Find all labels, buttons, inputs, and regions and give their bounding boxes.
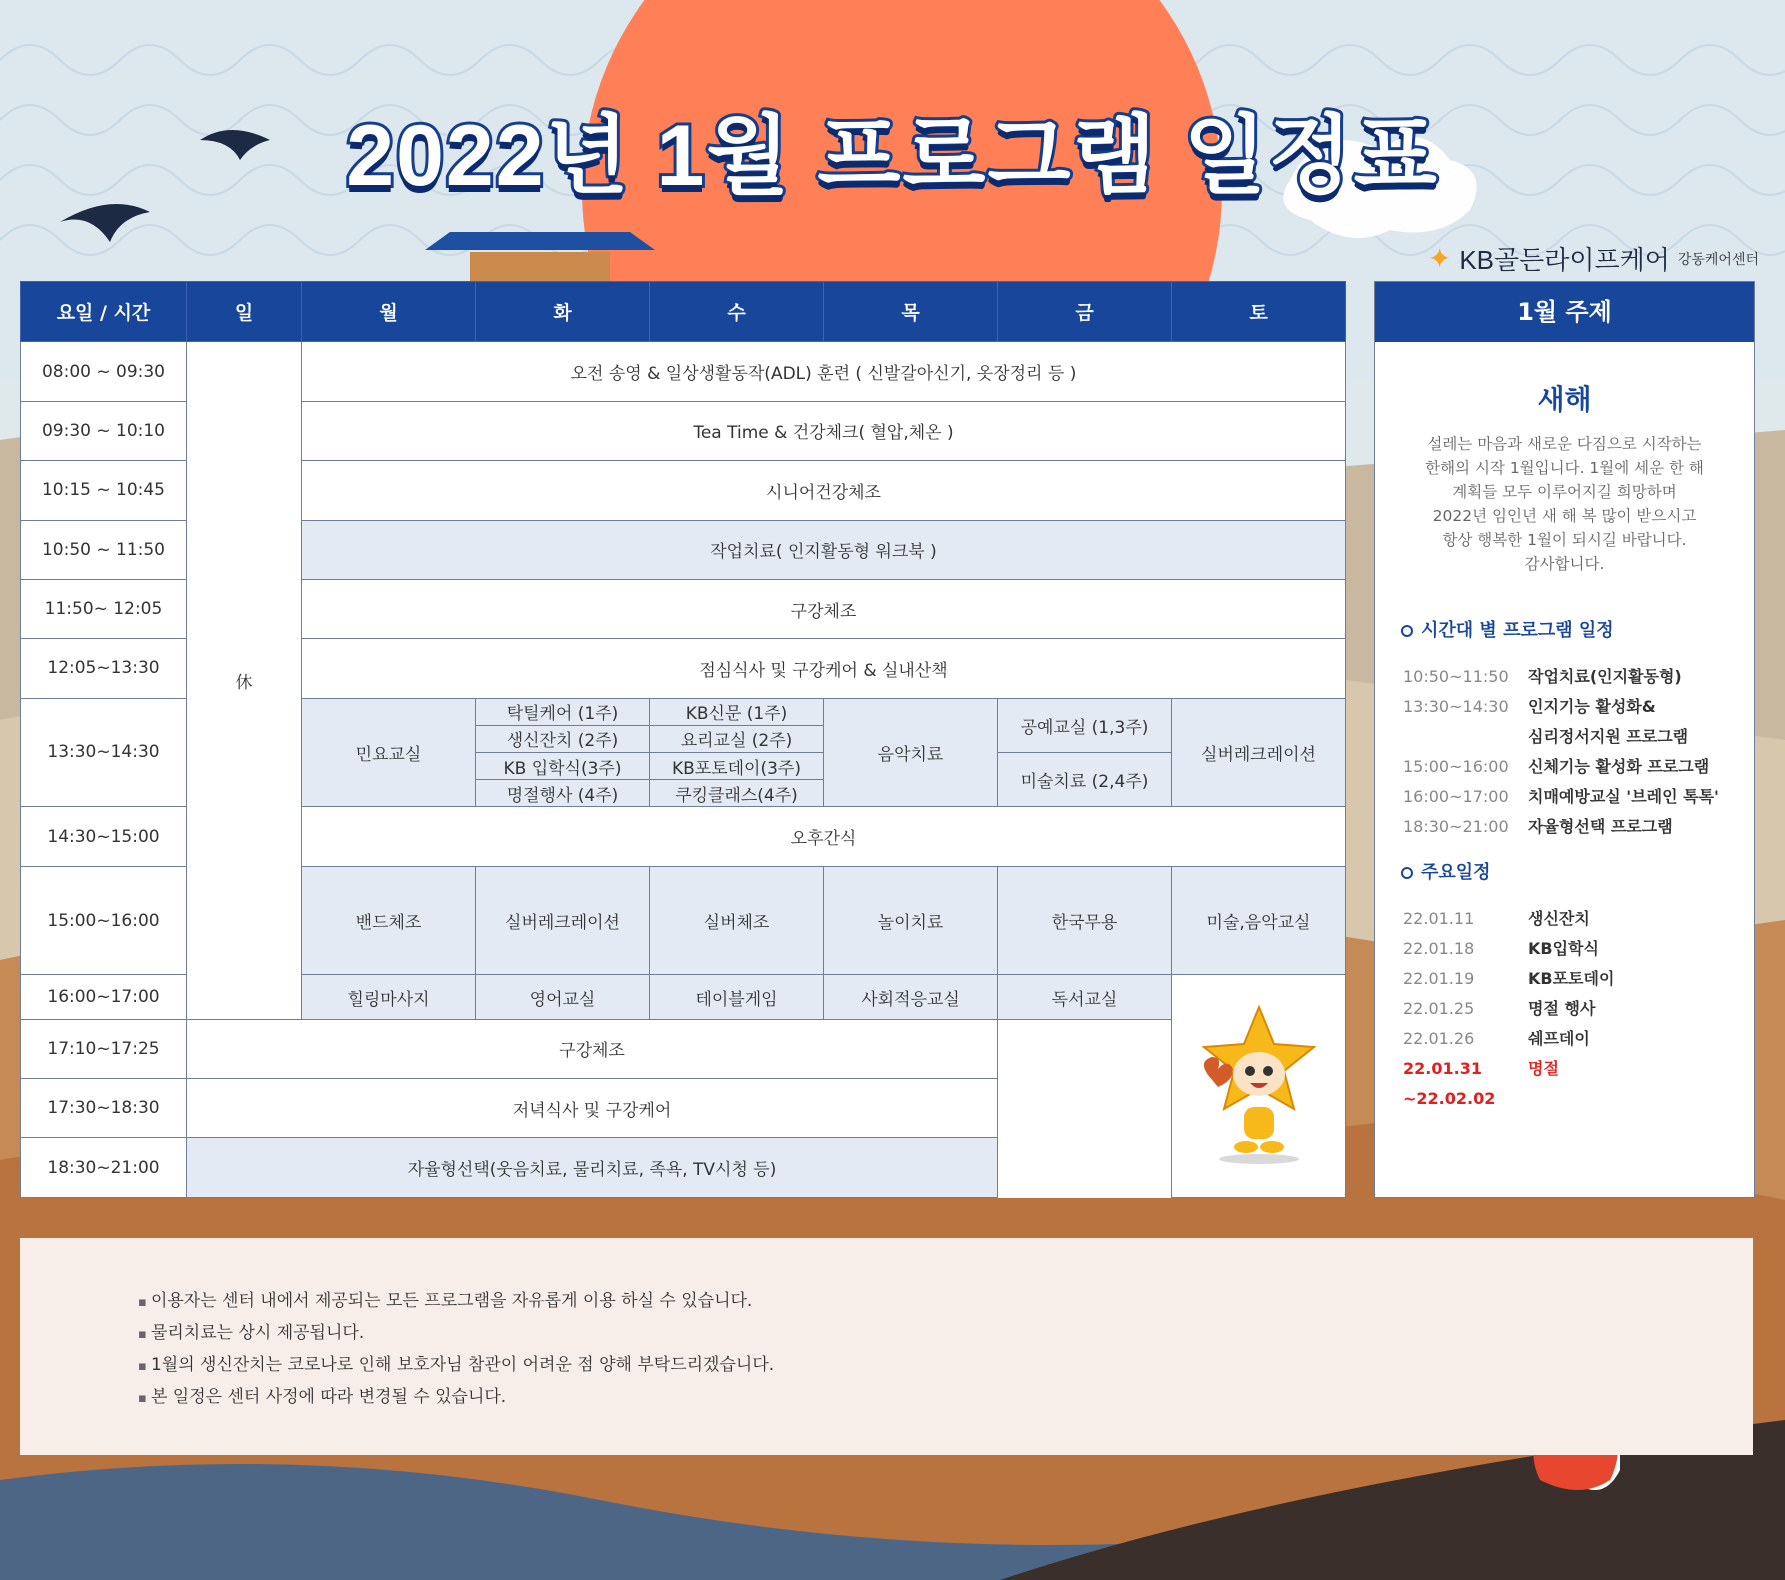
brand-name: KB골든라이프케어	[1459, 245, 1670, 275]
event-date: 22.01.25	[1403, 999, 1475, 1018]
program-cell: 자율형선택(웃음치료, 물리치료, 족욕, TV시청 등)	[187, 1138, 998, 1198]
program-cell-fri: 공예교실 (1,3주)	[998, 698, 1172, 752]
event-name: 쉐프데이	[1528, 1029, 1590, 1048]
program-cell-wed: 요리교실 (2주)	[650, 725, 824, 752]
star-mascot-icon	[1194, 999, 1324, 1169]
time-cell: 11:50~ 12:05	[21, 579, 187, 638]
header-tue: 화	[476, 282, 650, 342]
program-cell-fri: 한국무용	[998, 866, 1172, 975]
header-row	[21, 282, 1346, 342]
event-date: 22.01.19	[1403, 969, 1475, 988]
program-cell-wed: 테이블게임	[650, 975, 824, 1019]
item-program: 신체기능 활성화 프로그램	[1528, 757, 1710, 776]
kb-star-icon: ✦	[1427, 242, 1452, 275]
sunday-closed-cell: 休	[187, 342, 302, 1019]
list-item	[1403, 812, 1754, 842]
list-item	[1403, 752, 1754, 782]
time-cell: 15:00~16:00	[21, 866, 187, 975]
header-mon: 월	[302, 282, 476, 342]
events-section-title	[1375, 858, 1754, 884]
program-cell: Tea Time & 건강체크( 혈압,체온 )	[302, 401, 1346, 460]
events-title-text: 주요일정	[1421, 862, 1491, 883]
time-cell: 10:15 ~ 10:45	[21, 461, 187, 520]
description-line: 계획들 모두 이루어지길 희망하며	[1452, 483, 1677, 501]
program-cell: 저녁식사 및 구강케어	[187, 1079, 998, 1138]
item-program: 자율형선택 프로그램	[1528, 817, 1673, 836]
schedule-list	[1375, 662, 1754, 842]
event-name: 생신잔치	[1528, 909, 1590, 928]
program-cell: 구강체조	[187, 1019, 998, 1078]
program-cell: 오후간식	[302, 807, 1346, 866]
event-name: 명절	[1528, 1059, 1559, 1078]
program-cell-wed: KB신문 (1주)	[650, 698, 824, 725]
note-item: ▪ 물리치료는 상시 제공됩니다.	[138, 1318, 1753, 1350]
event-date: 22.01.26	[1403, 1029, 1475, 1048]
page-title: 2022년 1월 프로그램 일정표	[346, 108, 1439, 204]
sidebar-description	[1375, 432, 1754, 576]
note-item: ▪ 이용자는 센터 내에서 제공되는 모든 프로그램을 자유롭게 이용 하실 수 있습니다.	[138, 1286, 1753, 1318]
note-item: ▪ 본 일정은 센터 사정에 따라 변경될 수 있습니다.	[138, 1382, 1753, 1414]
item-program: 인지기능 활성화&	[1528, 697, 1656, 716]
program-cell: 오전 송영 & 일상생활동작(ADL) 훈련 ( 신발갈아신기, 옷장정리 등 )	[302, 342, 1346, 401]
program-cell-fri: 미술치료 (2,4주)	[998, 752, 1172, 806]
list-item	[1403, 934, 1754, 964]
item-time: 16:00~17:00	[1403, 787, 1509, 806]
program-cell-tue: 생신잔치 (2주)	[476, 725, 650, 752]
schedule-table	[20, 281, 1346, 1198]
program-cell: 구강체조	[302, 579, 1346, 638]
item-time: 18:30~21:00	[1403, 817, 1509, 836]
program-cell-thu: 사회적응교실	[824, 975, 998, 1019]
program-cell-fri: 독서교실	[998, 975, 1172, 1019]
program-cell-wed: 실버체조	[650, 866, 824, 975]
header-fri: 금	[998, 282, 1172, 342]
holiday-item-end	[1403, 1084, 1754, 1114]
time-cell: 18:30~21:00	[21, 1138, 187, 1198]
mascot-cell	[1172, 975, 1346, 1198]
list-item	[1403, 964, 1754, 994]
notes-list	[138, 1286, 1753, 1414]
header-thu: 목	[824, 282, 998, 342]
time-cell: 16:00~17:00	[21, 975, 187, 1019]
header-sat: 토	[1172, 282, 1346, 342]
schedule-title-text: 시간대 별 프로그램 일정	[1421, 620, 1614, 641]
description-line: 설레는 마음과 새로운 다짐으로 시작하는	[1427, 435, 1702, 453]
program-cell-thu: 음악치료	[824, 698, 998, 807]
list-item	[1403, 1024, 1754, 1054]
list-item	[1403, 994, 1754, 1024]
note-item: ▪ 1월의 생신잔치는 코로나로 인해 보호자님 참관이 어려운 점 양해 부탁드리겠습니다.	[138, 1350, 1753, 1382]
description-line: 감사합니다.	[1524, 555, 1605, 573]
list-item	[1403, 782, 1754, 812]
schedule-section-title	[1375, 616, 1754, 642]
circle-bullet-icon	[1401, 625, 1413, 637]
header-wed: 수	[650, 282, 824, 342]
program-cell-tue: KB 입학식(3주)	[476, 752, 650, 779]
time-cell: 08:00 ~ 09:30	[21, 342, 187, 401]
list-item	[1403, 722, 1754, 752]
list-item	[1403, 904, 1754, 934]
list-item	[1403, 662, 1754, 692]
item-time: 13:30~14:30	[1403, 697, 1509, 716]
item-time: 15:00~16:00	[1403, 757, 1509, 776]
program-cell-tue: 명절행사 (4주)	[476, 780, 650, 807]
sidebar-heading: 1월 주제	[1375, 282, 1754, 342]
program-cell-mon: 힐링마사지	[302, 975, 476, 1019]
theme-sidebar	[1374, 281, 1755, 1198]
header-sun: 일	[187, 282, 302, 342]
time-cell: 17:30~18:30	[21, 1079, 187, 1138]
item-time: 10:50~11:50	[1403, 667, 1509, 686]
program-cell-tue: 실버레크레이션	[476, 866, 650, 975]
circle-bullet-icon	[1401, 867, 1413, 879]
event-name: KB포토데이	[1528, 969, 1615, 988]
program-cell: 점심식사 및 구강케어 & 실내산책	[302, 639, 1346, 698]
program-cell-sat: 미술,음악교실	[1172, 866, 1346, 975]
event-date: 22.01.11	[1403, 909, 1475, 928]
item-program: 심리정서지원 프로그램	[1528, 727, 1689, 746]
notes-panel	[20, 1238, 1753, 1455]
program-cell-mon: 밴드체조	[302, 866, 476, 975]
time-cell: 17:10~17:25	[21, 1019, 187, 1078]
time-cell: 09:30 ~ 10:10	[21, 401, 187, 460]
table-row	[21, 342, 1346, 401]
brand-branch: 강동케어센터	[1677, 251, 1759, 268]
list-item	[1403, 692, 1754, 722]
time-cell: 10:50 ~ 11:50	[21, 520, 187, 579]
time-cell: 14:30~15:00	[21, 807, 187, 866]
item-time	[1403, 722, 1528, 752]
program-cell: 작업치료( 인지활동형 워크북 )	[302, 520, 1346, 579]
program-cell-tue: 탁틸케어 (1주)	[476, 698, 650, 725]
description-line: 2022년 임인년 새 해 복 많이 받으시고	[1432, 507, 1697, 525]
description-line: 항상 행복한 1월이 되시길 바랍니다.	[1442, 531, 1687, 549]
events-list	[1375, 904, 1754, 1114]
item-program: 치매예방교실 '브레인 톡톡'	[1528, 787, 1719, 806]
program-cell-wed: KB포토데이(3주)	[650, 752, 824, 779]
item-program: 작업치료(인지활동형)	[1528, 667, 1682, 686]
time-cell: 13:30~14:30	[21, 698, 187, 807]
table-row	[21, 1079, 1346, 1138]
brand-logo	[1428, 240, 1759, 277]
program-cell: 시니어건강체조	[302, 461, 1346, 520]
header-time: 요일 / 시간	[21, 282, 187, 342]
program-cell-thu: 놀이치료	[824, 866, 998, 975]
event-name: KB입학식	[1528, 939, 1599, 958]
sidebar-theme: 새해	[1537, 383, 1592, 416]
holiday-item	[1403, 1054, 1754, 1084]
program-cell-mon: 민요교실	[302, 698, 476, 807]
event-date: 22.01.18	[1403, 939, 1475, 958]
event-date: 22.01.31	[1403, 1059, 1482, 1078]
program-cell-sat: 실버레크레이션	[1172, 698, 1346, 807]
program-cell-wed: 쿠킹클래스(4주)	[650, 780, 824, 807]
event-name: 명절 행사	[1528, 999, 1596, 1018]
program-cell-tue: 영어교실	[476, 975, 650, 1019]
table-row	[21, 1138, 1346, 1198]
time-cell: 12:05~13:30	[21, 639, 187, 698]
event-date: ~22.02.02	[1403, 1089, 1496, 1108]
table-row	[21, 1019, 1346, 1078]
description-line: 한해의 시작 1월입니다. 1월에 세운 한 해	[1425, 459, 1704, 477]
